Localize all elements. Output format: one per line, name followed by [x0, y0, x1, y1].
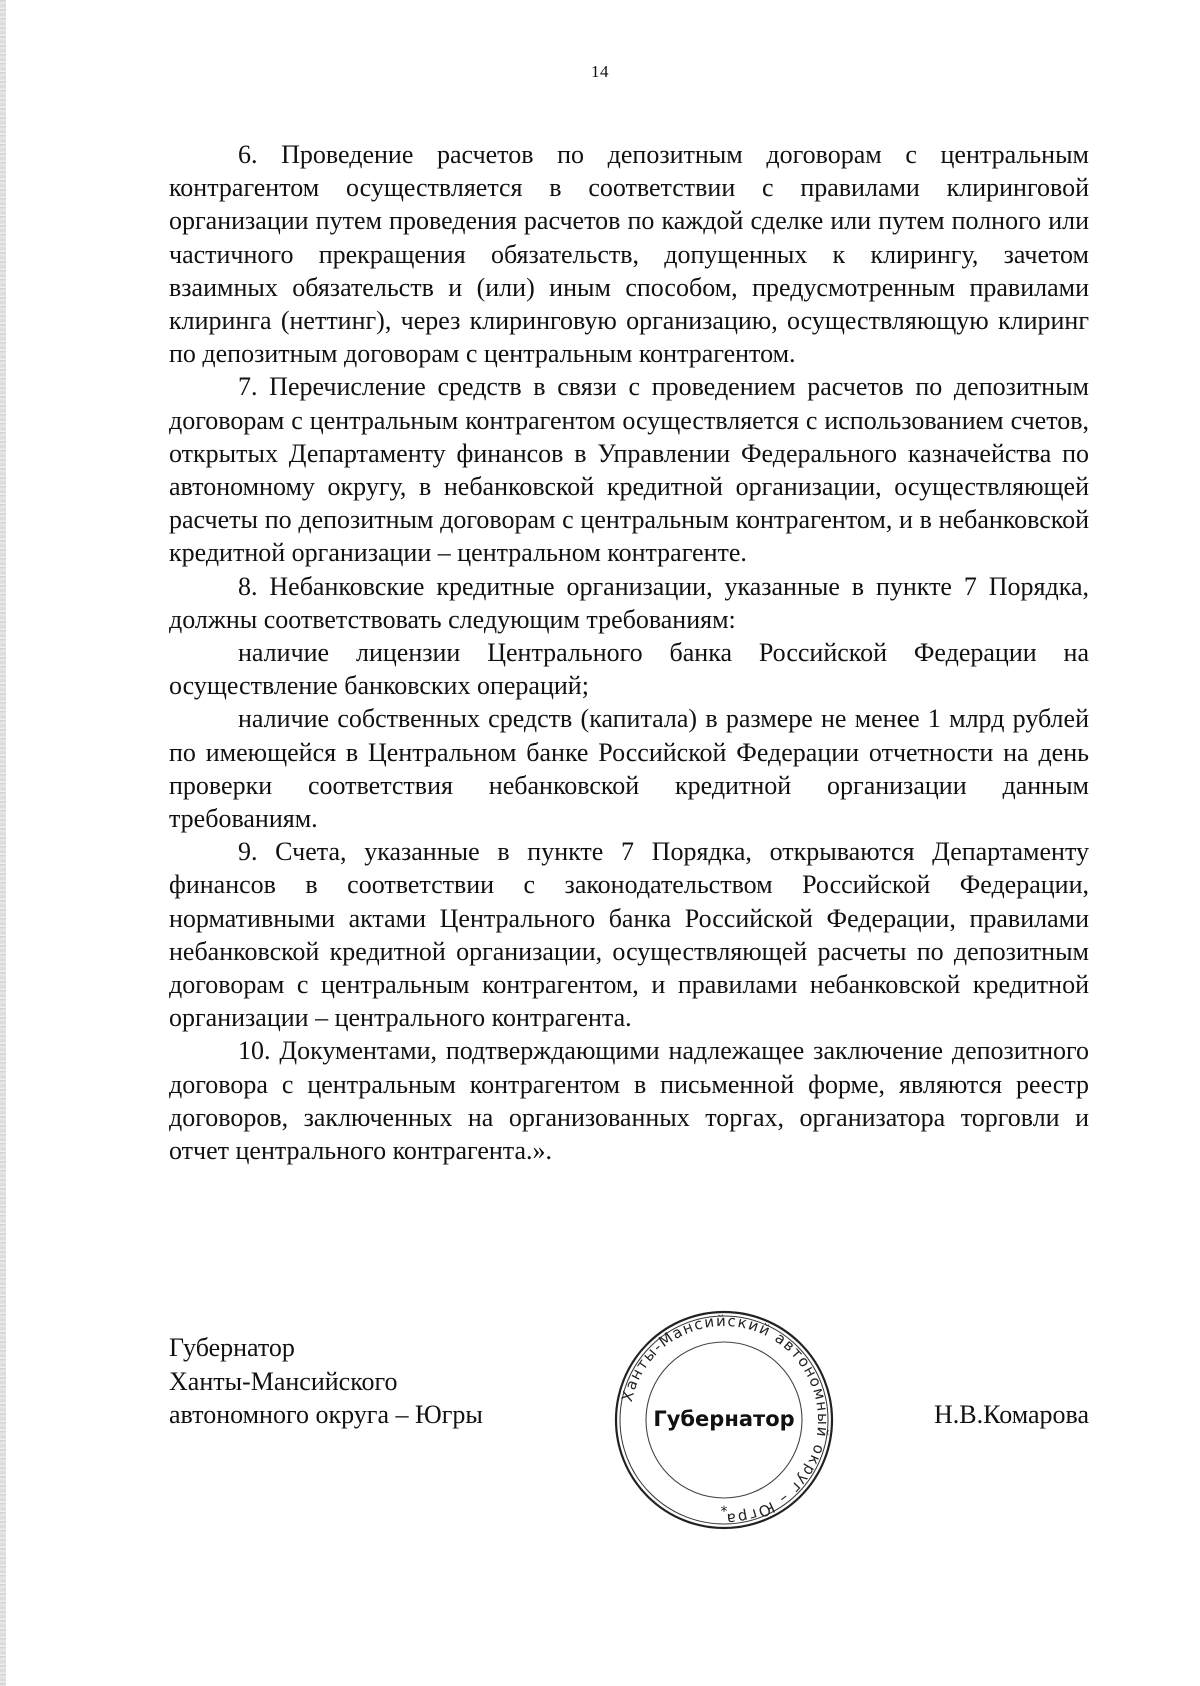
paragraph-10: 10. Документами, подтверждающими надлежащее заключение депозитного договора с центральным контрагентом в письменной форме, являются реестр договоров, заключенных на организованных торгах, организатора торговли и отчет центрального контрагента.». — [169, 1036, 1089, 1166]
paragraph-6: 6. Проведение расчетов по депозитным договорам с центральным контрагентом осуществляется в соответствии с правилами клиринговой организации путем проведения расчетов по каждой сделке или путем полного или частичного прекращения обязательств, допущенных к клирингу, зачетом взаимных обязательств и (или) иным способом, предусмотренным правилами клиринга (неттинг), через клиринговую организацию, осуществляющую клиринг по депозитным договорам с центральным контрагентом. — [169, 140, 1089, 369]
signatory-title — [169, 1331, 483, 1432]
official-seal — [612, 1308, 836, 1532]
signatory-title-line: Губернатор — [169, 1333, 295, 1362]
signer-name: Н.В.Комарова — [934, 1400, 1089, 1429]
paragraph-9: 9. Счета, указанные в пункте 7 Порядка, открываются Департаменту финансов в соответствии с законодательством Российской Федерации, нормативными актами Центрального банка Российской Федерации, правилами небанковской кредитной организации, осуществляющей расчеты по депозитным договорам с центральным контрагентом, и правилами небанковской кредитной организации – центрального контрагента. — [169, 837, 1089, 1033]
paragraph-7: 7. Перечисление средств в связи с проведением расчетов по депозитным договорам с центральным контрагентом осуществляется с использованием счетов, открытых Департаменту финансов в Управлении Федерального казначейства по автономному округу, в небанковской кредитной организации, осуществляющей расчеты по депозитным договорам с центральным контрагентом, и в небанковской кредитной организации – центральном контрагенте. — [169, 372, 1089, 568]
seal-star: * — [720, 1504, 728, 1520]
requirement-capital: наличие собственных средств (капитала) в размере не менее 1 млрд рублей по имеющейся в Центральном банке Российской Федерации отчетности на день проверки соответствия небанковской кредитной организации данным требованиям. — [169, 704, 1089, 834]
seal-center-text: Губернатор — [653, 1407, 795, 1431]
page-number: 14 — [591, 62, 609, 81]
paragraph-8: 8. Небанковские кредитные организации, указанные в пункте 7 Порядка, должны соответствовать следующим требованиям: — [169, 571, 1089, 634]
document-body — [169, 138, 1089, 1167]
signatory-title-line: Ханты-Мансийского — [169, 1366, 398, 1396]
scan-edge — [0, 0, 6, 1686]
signatory-title-line: автономного округа – Югры — [169, 1400, 483, 1429]
seal-ring-text: Ханты-Мансийский автономный округ – Югра — [617, 1311, 833, 1529]
requirement-license: наличие лицензии Центрального банка Российской Федерации на осуществление банковских операций; — [169, 638, 1089, 701]
